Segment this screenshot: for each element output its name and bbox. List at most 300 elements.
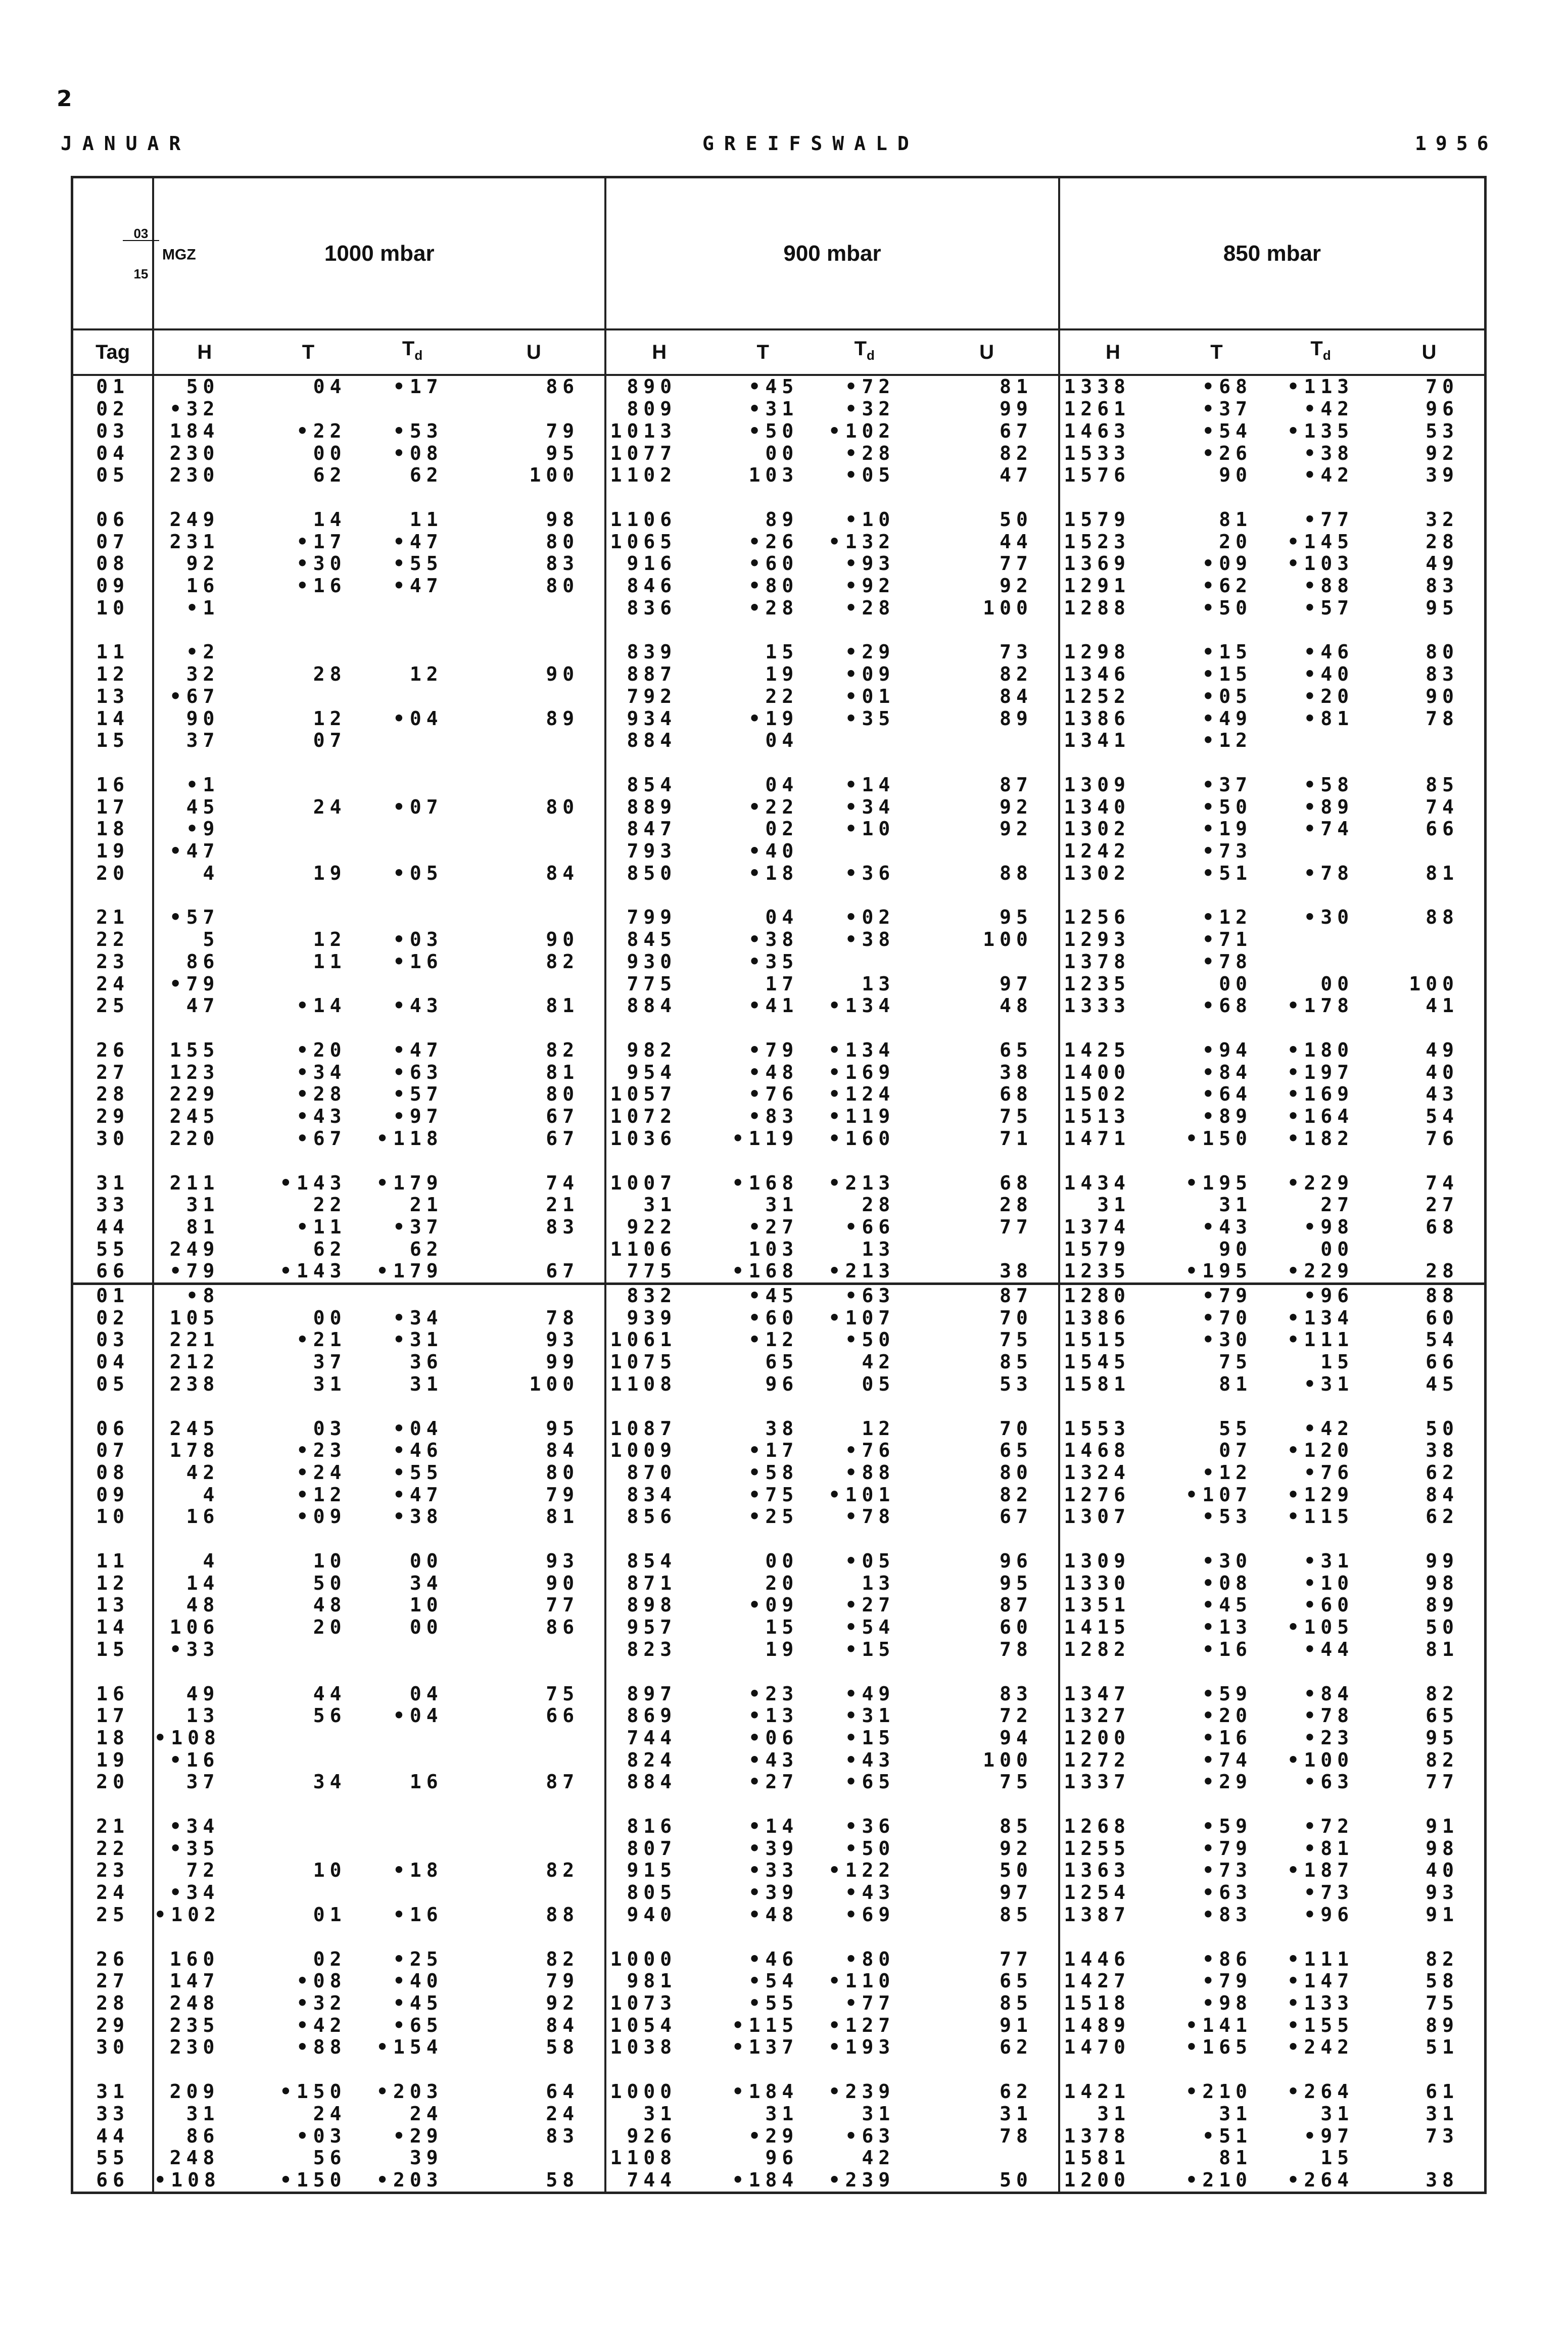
- value-cell: 75: [1000, 1771, 1033, 1793]
- value-cell: •51: [1202, 862, 1253, 884]
- value-cell: 1576: [1059, 464, 1166, 487]
- value-cell: •33: [748, 1859, 799, 1882]
- table-row: [72, 1083, 1486, 1106]
- value-cell: 42: [862, 1351, 895, 1373]
- value-cell: 209: [153, 2081, 255, 2103]
- day-cell: 44: [96, 2124, 130, 2147]
- value-cell: •28: [748, 596, 799, 619]
- value-cell: •51: [1202, 2124, 1253, 2147]
- value-cell: •38: [393, 1505, 443, 1528]
- value-cell: 1106: [605, 1239, 712, 1261]
- value-cell: •66: [845, 1215, 895, 1238]
- value-cell: 1087: [605, 1418, 712, 1440]
- subheader-label: H: [652, 341, 667, 363]
- value-cell: 74: [1426, 795, 1459, 818]
- value-cell: •25: [748, 1505, 799, 1528]
- value-cell: •47: [393, 530, 443, 553]
- value-cell: 95: [546, 442, 580, 464]
- spacer-cell: [1059, 1017, 1166, 1039]
- value-cell: •229: [1287, 1171, 1354, 1194]
- value-cell: •40: [393, 1970, 443, 1992]
- table-row: [72, 575, 1486, 597]
- value-cell: 81: [1219, 1372, 1253, 1395]
- value-cell: 95: [1426, 1726, 1459, 1749]
- value-cell: •83: [748, 1105, 799, 1128]
- value-cell: 88: [546, 1903, 580, 1926]
- value-cell: 934: [605, 708, 712, 730]
- value-cell: [915, 1239, 1059, 1261]
- value-cell: 50: [313, 1572, 347, 1594]
- value-cell: 11: [409, 508, 443, 531]
- value-cell: •74: [1202, 1748, 1253, 1771]
- value-cell: •55: [748, 1992, 799, 2014]
- value-cell: 60: [1426, 1306, 1459, 1329]
- value-cell: 1581: [1059, 2147, 1166, 2169]
- value-cell: •129: [1287, 1483, 1354, 1506]
- value-cell: •229: [1287, 1260, 1354, 1282]
- value-cell: 84: [1000, 685, 1033, 707]
- value-cell: 75: [1000, 1105, 1033, 1128]
- value-cell: 21: [546, 1194, 580, 1216]
- day-cell: 23: [96, 950, 130, 973]
- value-cell: •79: [1166, 1284, 1267, 1307]
- spacer-cell: [72, 752, 154, 774]
- value-cell: •14: [748, 1815, 799, 1838]
- value-cell: •118: [376, 1127, 443, 1150]
- spacer-cell: [712, 1793, 814, 1816]
- spacer-cell: [712, 1661, 814, 1683]
- value-cell: 76: [1426, 1127, 1459, 1150]
- value-cell: •12: [296, 1483, 347, 1506]
- spacer-cell: [605, 619, 712, 641]
- spacer-cell: [605, 1528, 712, 1550]
- value-cell: 20: [313, 1616, 347, 1639]
- value-cell: 84: [546, 862, 580, 884]
- value-cell: 00: [1320, 972, 1354, 995]
- value-cell: •50: [748, 419, 799, 442]
- value-cell: 823: [605, 1639, 712, 1661]
- value-cell: •62: [1202, 575, 1253, 597]
- value-cell: •93: [845, 552, 895, 575]
- spacer-cell: [915, 619, 1059, 641]
- value-cell: •04: [393, 707, 443, 730]
- value-cell: •96: [1304, 1903, 1354, 1926]
- value-cell: 847: [605, 818, 712, 840]
- day-cell: 21: [96, 906, 130, 929]
- value-cell: •97: [393, 1105, 443, 1128]
- spacer-cell: [463, 884, 606, 907]
- value-cell: •69: [845, 1903, 895, 1926]
- value-cell: •145: [1287, 530, 1354, 553]
- value-cell: •34: [845, 795, 895, 818]
- spacer-cell: [72, 1150, 154, 1172]
- spacer-cell: [1166, 1926, 1267, 1948]
- value-cell: 64: [546, 2080, 580, 2103]
- value-cell: 48: [1000, 994, 1033, 1017]
- spacer-cell: [915, 1793, 1059, 1816]
- value-cell: •60: [748, 552, 799, 575]
- value-cell: •38: [845, 928, 895, 951]
- spacer-cell: [463, 1528, 606, 1550]
- value-cell: •98: [1304, 1215, 1354, 1238]
- subheader-u: [463, 329, 606, 375]
- value-cell: 1298: [1059, 641, 1166, 663]
- table-row: [72, 398, 1486, 420]
- value-cell: [915, 840, 1059, 863]
- value-cell: 1061: [605, 1329, 712, 1351]
- value-cell: 1338: [1059, 375, 1166, 398]
- spacer-cell: [153, 884, 255, 907]
- value-cell: 1387: [1059, 1904, 1166, 1926]
- spacer-cell: [915, 1017, 1059, 1039]
- value-cell: 178: [153, 1440, 255, 1462]
- value-cell: •18: [393, 1859, 443, 1882]
- value-cell: •197: [1287, 1061, 1354, 1083]
- value-cell: 00: [313, 442, 347, 464]
- value-cell: •77: [845, 1992, 895, 2014]
- value-cell: 1302: [1059, 818, 1166, 840]
- value-cell: 1400: [1059, 1062, 1166, 1084]
- value-cell: 92: [1000, 818, 1033, 840]
- value-cell: 32: [153, 663, 255, 686]
- value-cell: •70: [1202, 1306, 1253, 1329]
- value-cell: [255, 1838, 361, 1860]
- table-row: [72, 1948, 1486, 1971]
- value-cell: •73: [1202, 840, 1253, 863]
- spacer-cell: [1267, 1661, 1374, 1683]
- value-cell: •09: [845, 663, 895, 686]
- value-cell: 82: [546, 950, 580, 973]
- value-cell: 160: [153, 1948, 255, 1971]
- subheader-u: [1374, 329, 1485, 375]
- value-cell: •11: [296, 1215, 347, 1238]
- value-cell: 10: [313, 1859, 347, 1882]
- value-cell: 07: [313, 729, 347, 752]
- value-cell: 1038: [605, 2036, 712, 2059]
- value-cell: •73: [1202, 1859, 1253, 1882]
- value-cell: 49: [1426, 1038, 1459, 1061]
- value-cell: •169: [1287, 1083, 1354, 1106]
- value-cell: 20: [765, 1572, 799, 1594]
- spacer-cell: [1267, 1150, 1374, 1172]
- spacer-cell: [1059, 2059, 1166, 2081]
- table-row: [72, 1351, 1486, 1373]
- value-cell: •88: [296, 2036, 347, 2059]
- value-cell: 70: [1000, 1417, 1033, 1440]
- value-cell: 92: [1000, 795, 1033, 818]
- table-row: [72, 1284, 1486, 1307]
- value-cell: 16: [153, 575, 255, 597]
- value-cell: 100: [983, 1748, 1033, 1771]
- value-cell: •37: [393, 1215, 443, 1238]
- table-row: [72, 1484, 1486, 1506]
- day-cell: 66: [96, 2168, 130, 2191]
- spacer-cell: [463, 2059, 606, 2081]
- value-cell: 22: [765, 685, 799, 707]
- spacer-cell: [814, 1150, 915, 1172]
- value-cell: 1346: [1059, 663, 1166, 686]
- day-cell: 21: [96, 1815, 130, 1838]
- value-cell: 13: [862, 1238, 895, 1260]
- value-cell: 15: [765, 641, 799, 663]
- day-cell: 22: [96, 1837, 130, 1860]
- spacer-cell: [153, 752, 255, 774]
- value-cell: •72: [845, 375, 895, 398]
- corner-cell: [72, 177, 196, 330]
- value-cell: 48: [313, 1594, 347, 1616]
- value-cell: 50: [1426, 1616, 1459, 1639]
- value-cell: 123: [153, 1062, 255, 1084]
- value-cell: [463, 2147, 606, 2169]
- value-cell: •60: [748, 1306, 799, 1329]
- value-cell: 45: [153, 796, 255, 819]
- value-cell: •119: [828, 1105, 895, 1128]
- value-cell: 85: [1000, 1992, 1033, 2014]
- spacer-cell: [915, 1528, 1059, 1550]
- value-cell: [463, 398, 606, 420]
- value-cell: •22: [748, 795, 799, 818]
- value-cell: [362, 1639, 463, 1661]
- value-cell: •63: [1202, 1881, 1253, 1904]
- value-cell: •36: [845, 862, 895, 884]
- spacer-cell: [915, 1396, 1059, 1418]
- value-cell: 926: [605, 2125, 712, 2148]
- spacer-cell: [1374, 884, 1485, 907]
- value-cell: 83: [1426, 575, 1459, 597]
- value-cell: 51: [1426, 2036, 1459, 2059]
- spacer-row: [72, 1396, 1486, 1418]
- value-cell: •49: [845, 1682, 895, 1705]
- day-cell: 12: [96, 663, 130, 686]
- value-cell: •102: [828, 419, 895, 442]
- value-cell: 4: [153, 1484, 255, 1506]
- value-cell: 93: [1426, 1881, 1459, 1904]
- table-row: [72, 1194, 1486, 1216]
- value-cell: 889: [605, 796, 712, 819]
- value-cell: •10: [845, 508, 895, 531]
- spacer-cell: [1166, 2059, 1267, 2081]
- value-cell: •46: [393, 1439, 443, 1462]
- value-cell: •07: [393, 795, 443, 818]
- value-cell: •89: [1202, 1105, 1253, 1128]
- value-cell: 839: [605, 641, 712, 663]
- value-cell: 1057: [605, 1083, 712, 1106]
- value-cell: •26: [748, 530, 799, 553]
- value-cell: 42: [153, 1462, 255, 1484]
- day-cell: 24: [96, 972, 130, 995]
- spacer-cell: [712, 1396, 814, 1418]
- spacer-cell: [153, 1661, 255, 1683]
- value-cell: •179: [376, 1260, 443, 1282]
- value-cell: •09: [1202, 552, 1253, 575]
- value-cell: 13: [862, 972, 895, 995]
- value-cell: 83: [546, 2124, 580, 2147]
- value-cell: •49: [1202, 707, 1253, 730]
- value-cell: •42: [1304, 398, 1354, 420]
- value-cell: •41: [748, 994, 799, 1017]
- day-cell: 30: [96, 1127, 130, 1150]
- value-cell: 90: [1219, 464, 1253, 487]
- day-cell: 14: [96, 1616, 130, 1639]
- spacer-cell: [915, 1926, 1059, 1948]
- table-row: [72, 2103, 1486, 2125]
- value-cell: 92: [1426, 442, 1459, 464]
- value-cell: 229: [153, 1083, 255, 1106]
- value-cell: 90: [546, 663, 580, 686]
- spacer-cell: [153, 1150, 255, 1172]
- value-cell: 1013: [605, 420, 712, 443]
- value-cell: •53: [393, 419, 443, 442]
- value-cell: 58: [546, 2168, 580, 2191]
- value-cell: •76: [748, 1083, 799, 1106]
- value-cell: 14: [313, 508, 347, 531]
- value-cell: 45: [1426, 1372, 1459, 1395]
- spacer-cell: [362, 752, 463, 774]
- value-cell: 21: [409, 1194, 443, 1216]
- day-cell: 09: [96, 575, 130, 597]
- value-cell: 42: [862, 2147, 895, 2169]
- day-cell: 33: [96, 2102, 130, 2125]
- table-row: [72, 1594, 1486, 1616]
- value-cell: 884: [605, 1771, 712, 1793]
- value-cell: 81: [153, 1216, 255, 1239]
- spacer-cell: [463, 619, 606, 641]
- value-cell: •09: [296, 1505, 347, 1528]
- value-cell: 47: [1000, 464, 1033, 487]
- value-cell: •27: [845, 1594, 895, 1616]
- table-row: [72, 1506, 1486, 1528]
- value-cell: [1374, 1239, 1485, 1261]
- value-cell: 28: [862, 1194, 895, 1216]
- spacer-cell: [712, 2059, 814, 2081]
- value-cell: 19: [313, 862, 347, 884]
- value-cell: •83: [1202, 1903, 1253, 1926]
- value-cell: 70: [1000, 1306, 1033, 1329]
- day-cell: 07: [96, 1439, 130, 1462]
- value-cell: 245: [153, 1106, 255, 1128]
- value-cell: •57: [393, 1083, 443, 1106]
- spacer-cell: [1374, 1926, 1485, 1948]
- value-cell: [1267, 730, 1374, 752]
- value-cell: 31: [605, 1194, 712, 1216]
- value-cell: •35: [845, 707, 895, 730]
- table-row: [72, 2125, 1486, 2148]
- value-cell: 81: [546, 1505, 580, 1528]
- table-row: [72, 2147, 1486, 2169]
- value-cell: 04: [765, 906, 799, 929]
- value-cell: •195: [1185, 1171, 1253, 1194]
- value-cell: 37: [153, 1771, 255, 1793]
- value-cell: •58: [1304, 773, 1354, 796]
- value-cell: 1533: [1059, 443, 1166, 465]
- spacer-cell: [1374, 1150, 1485, 1172]
- subheader-label: T: [1310, 338, 1323, 360]
- value-cell: 77: [1000, 552, 1033, 575]
- spacer-cell: [255, 1926, 361, 1948]
- value-cell: 80: [546, 530, 580, 553]
- value-cell: •03: [393, 928, 443, 951]
- value-cell: 83: [546, 1215, 580, 1238]
- value-cell: 31: [1426, 2102, 1459, 2125]
- value-cell: 1341: [1059, 730, 1166, 752]
- spacer-cell: [463, 1661, 606, 1683]
- value-cell: 00: [409, 1550, 443, 1573]
- value-cell: 91: [1426, 1815, 1459, 1838]
- value-cell: 97: [1000, 1881, 1033, 1904]
- day-cell: 29: [96, 1105, 130, 1128]
- spacer-cell: [153, 619, 255, 641]
- value-cell: •168: [732, 1171, 799, 1194]
- value-cell: 04: [409, 1682, 443, 1705]
- value-cell: •39: [748, 1837, 799, 1860]
- spacer-cell: [463, 752, 606, 774]
- subheader-u: [915, 329, 1059, 375]
- value-cell: 70: [1426, 375, 1459, 398]
- value-cell: 90: [1426, 685, 1459, 707]
- value-cell: 744: [605, 2169, 712, 2193]
- value-cell: 50: [1000, 2168, 1033, 2191]
- value-cell: 17: [765, 972, 799, 995]
- spacer-cell: [1374, 1793, 1485, 1816]
- value-cell: •164: [1287, 1105, 1354, 1128]
- value-cell: 00: [313, 1306, 347, 1329]
- subheader-label: U: [1421, 341, 1437, 363]
- value-cell: •75: [748, 1483, 799, 1506]
- value-cell: 95: [1000, 906, 1033, 929]
- value-cell: 50: [1426, 1417, 1459, 1440]
- value-cell: 50: [153, 375, 255, 398]
- value-cell: •45: [393, 1992, 443, 2014]
- spacer-cell: [1267, 1017, 1374, 1039]
- value-cell: 66: [546, 1704, 580, 1727]
- value-cell: •19: [1202, 818, 1253, 840]
- value-cell: 83: [1000, 1682, 1033, 1705]
- value-cell: [255, 1727, 361, 1749]
- value-cell: 95: [1000, 1572, 1033, 1594]
- value-cell: 77: [1000, 1947, 1033, 1970]
- value-cell: 38: [1426, 1439, 1459, 1462]
- value-cell: [255, 818, 361, 840]
- value-cell: •155: [1287, 2014, 1354, 2036]
- value-cell: 36: [409, 1351, 443, 1373]
- subheader-label: T: [756, 341, 769, 363]
- day-cell: 08: [96, 552, 130, 575]
- value-cell: •210: [1185, 2080, 1253, 2103]
- value-cell: •57: [1304, 596, 1354, 619]
- value-cell: 02: [765, 818, 799, 840]
- spacer-row: [72, 1661, 1486, 1683]
- spacer-cell: [1166, 1150, 1267, 1172]
- value-cell: [1374, 929, 1485, 951]
- table-row: [72, 1970, 1486, 1992]
- value-cell: •10: [1304, 1572, 1354, 1594]
- table-row: [72, 973, 1486, 995]
- spacer-cell: [255, 487, 361, 509]
- spacer-cell: [255, 619, 361, 641]
- value-cell: 28: [1426, 530, 1459, 553]
- value-cell: 00: [1320, 1238, 1354, 1260]
- value-cell: •80: [748, 575, 799, 597]
- value-cell: [463, 730, 606, 752]
- day-cell: 29: [96, 2014, 130, 2036]
- value-cell: 40: [1426, 1061, 1459, 1083]
- table-row: [72, 1992, 1486, 2015]
- value-cell: 00: [1219, 972, 1253, 995]
- table-row: [72, 464, 1486, 487]
- value-cell: 31: [153, 2103, 255, 2125]
- value-cell: •187: [1287, 1859, 1354, 1882]
- subheader-td: [362, 329, 463, 375]
